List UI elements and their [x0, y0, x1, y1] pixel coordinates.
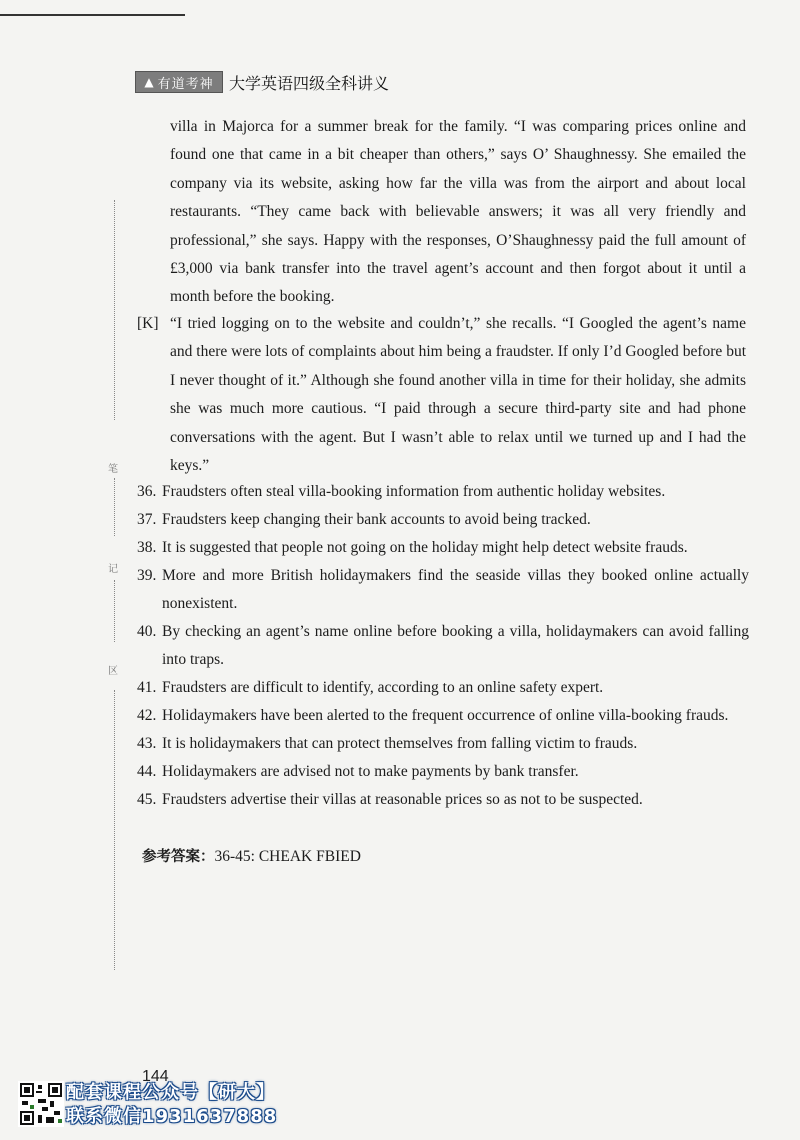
- margin-rule-middle: [114, 478, 115, 536]
- passage-paragraph-k: “I tried logging on to the website and couldn’t,” she recalls. “I Googled the agent’s name and there were lots of complaints about him being a fraudster. If only I’d Googled before but I never thought of it.” Although she found another villa in time for their holiday, she admits she was much more cautious. “I paid through a secure third-party site and had phone conversations with the agent. But I wasn’t able to relax until we turned up and I had the keys.”: [170, 315, 746, 475]
- margin-note-label: 记: [108, 564, 118, 575]
- question-text: Holidaymakers have been alerted to the frequent occurrence of online villa-booking frauds.: [162, 707, 729, 724]
- question-item: [137, 506, 749, 534]
- question-text: Fraudsters often steal villa-booking information from authentic holiday websites.: [162, 483, 666, 500]
- question-text: More and more British holidaymakers find the seaside villas they booked online actually nonexistent.: [162, 567, 749, 612]
- brand-badge: [135, 71, 223, 93]
- margin-rule-bottom: [114, 690, 115, 970]
- book-title: 大学英语四级全科讲义: [229, 73, 390, 93]
- question-item: [137, 562, 749, 618]
- answer-label: 参考答案：: [142, 849, 215, 865]
- question-text: Fraudsters advertise their villas at reasonable prices so as not to be suspected.: [162, 791, 643, 808]
- question-item: [137, 758, 749, 786]
- question-text: It is holidaymakers that can protect themselves from falling victim to frauds.: [162, 735, 638, 752]
- paragraph-label-k: [K]: [137, 315, 159, 332]
- question-text: By checking an agent’s name online before booking a villa, holidaymakers can avoid falling into traps.: [162, 623, 749, 668]
- question-number: 43.: [137, 735, 157, 752]
- answer-key: [142, 845, 361, 866]
- margin-rule-top: [114, 200, 115, 420]
- question-text: Fraudsters are difficult to identify, according to an online safety expert.: [162, 679, 604, 696]
- margin-rule-lower: [114, 580, 115, 642]
- question-text: It is suggested that people not going on the holiday might help detect website frauds.: [162, 539, 688, 556]
- question-number: 40.: [137, 623, 157, 640]
- margin-note-label: 区: [108, 666, 118, 677]
- top-rule: [0, 14, 185, 16]
- question-item: [137, 534, 749, 562]
- question-number: 36.: [137, 483, 157, 500]
- question-text: Fraudsters keep changing their bank accounts to avoid being tracked.: [162, 511, 591, 528]
- question-item: [137, 618, 749, 674]
- question-number: 38.: [137, 539, 157, 556]
- brand-name: 有道考神: [157, 76, 214, 92]
- question-number: 45.: [137, 791, 157, 808]
- page-number: 144: [142, 1068, 169, 1085]
- question-number: 41.: [137, 679, 157, 696]
- question-list: [137, 478, 749, 814]
- question-item: [137, 702, 749, 730]
- qr-code-icon: [18, 1081, 64, 1127]
- question-number: 39.: [137, 567, 157, 584]
- question-item: [137, 730, 749, 758]
- page-header: [135, 70, 389, 94]
- answer-value: 36-45: CHEAK FBIED: [214, 848, 361, 865]
- brand-logo-icon: ▲: [144, 75, 155, 89]
- passage-paragraph-continued: villa in Majorca for a summer break for the family. “I was comparing prices online and found one that came in a bit cheaper than others,” says O’ Shaughnessy. She emailed the company via its website, asking how far the villa was from the airport and about local restaurants. “They came back with believable answers; it was all very friendly and professional,” she says. Happy with the responses, O’Shaughnessy paid the full amount of £3,000 via bank transfer into the travel agent’s account and then forgot about it until a month before the booking.: [170, 118, 746, 306]
- margin-note-label: 笔: [108, 464, 118, 475]
- question-number: 42.: [137, 707, 157, 724]
- question-number: 37.: [137, 511, 157, 528]
- question-item: [137, 674, 749, 702]
- promo-line-1: 配套课程公众号【研大】: [66, 1082, 275, 1103]
- question-item: [137, 478, 749, 506]
- question-number: 44.: [137, 763, 157, 780]
- question-text: Holidaymakers are advised not to make payments by bank transfer.: [162, 763, 579, 780]
- promo-line-2: 联系微信1931637888: [66, 1106, 278, 1127]
- question-item: [137, 786, 749, 814]
